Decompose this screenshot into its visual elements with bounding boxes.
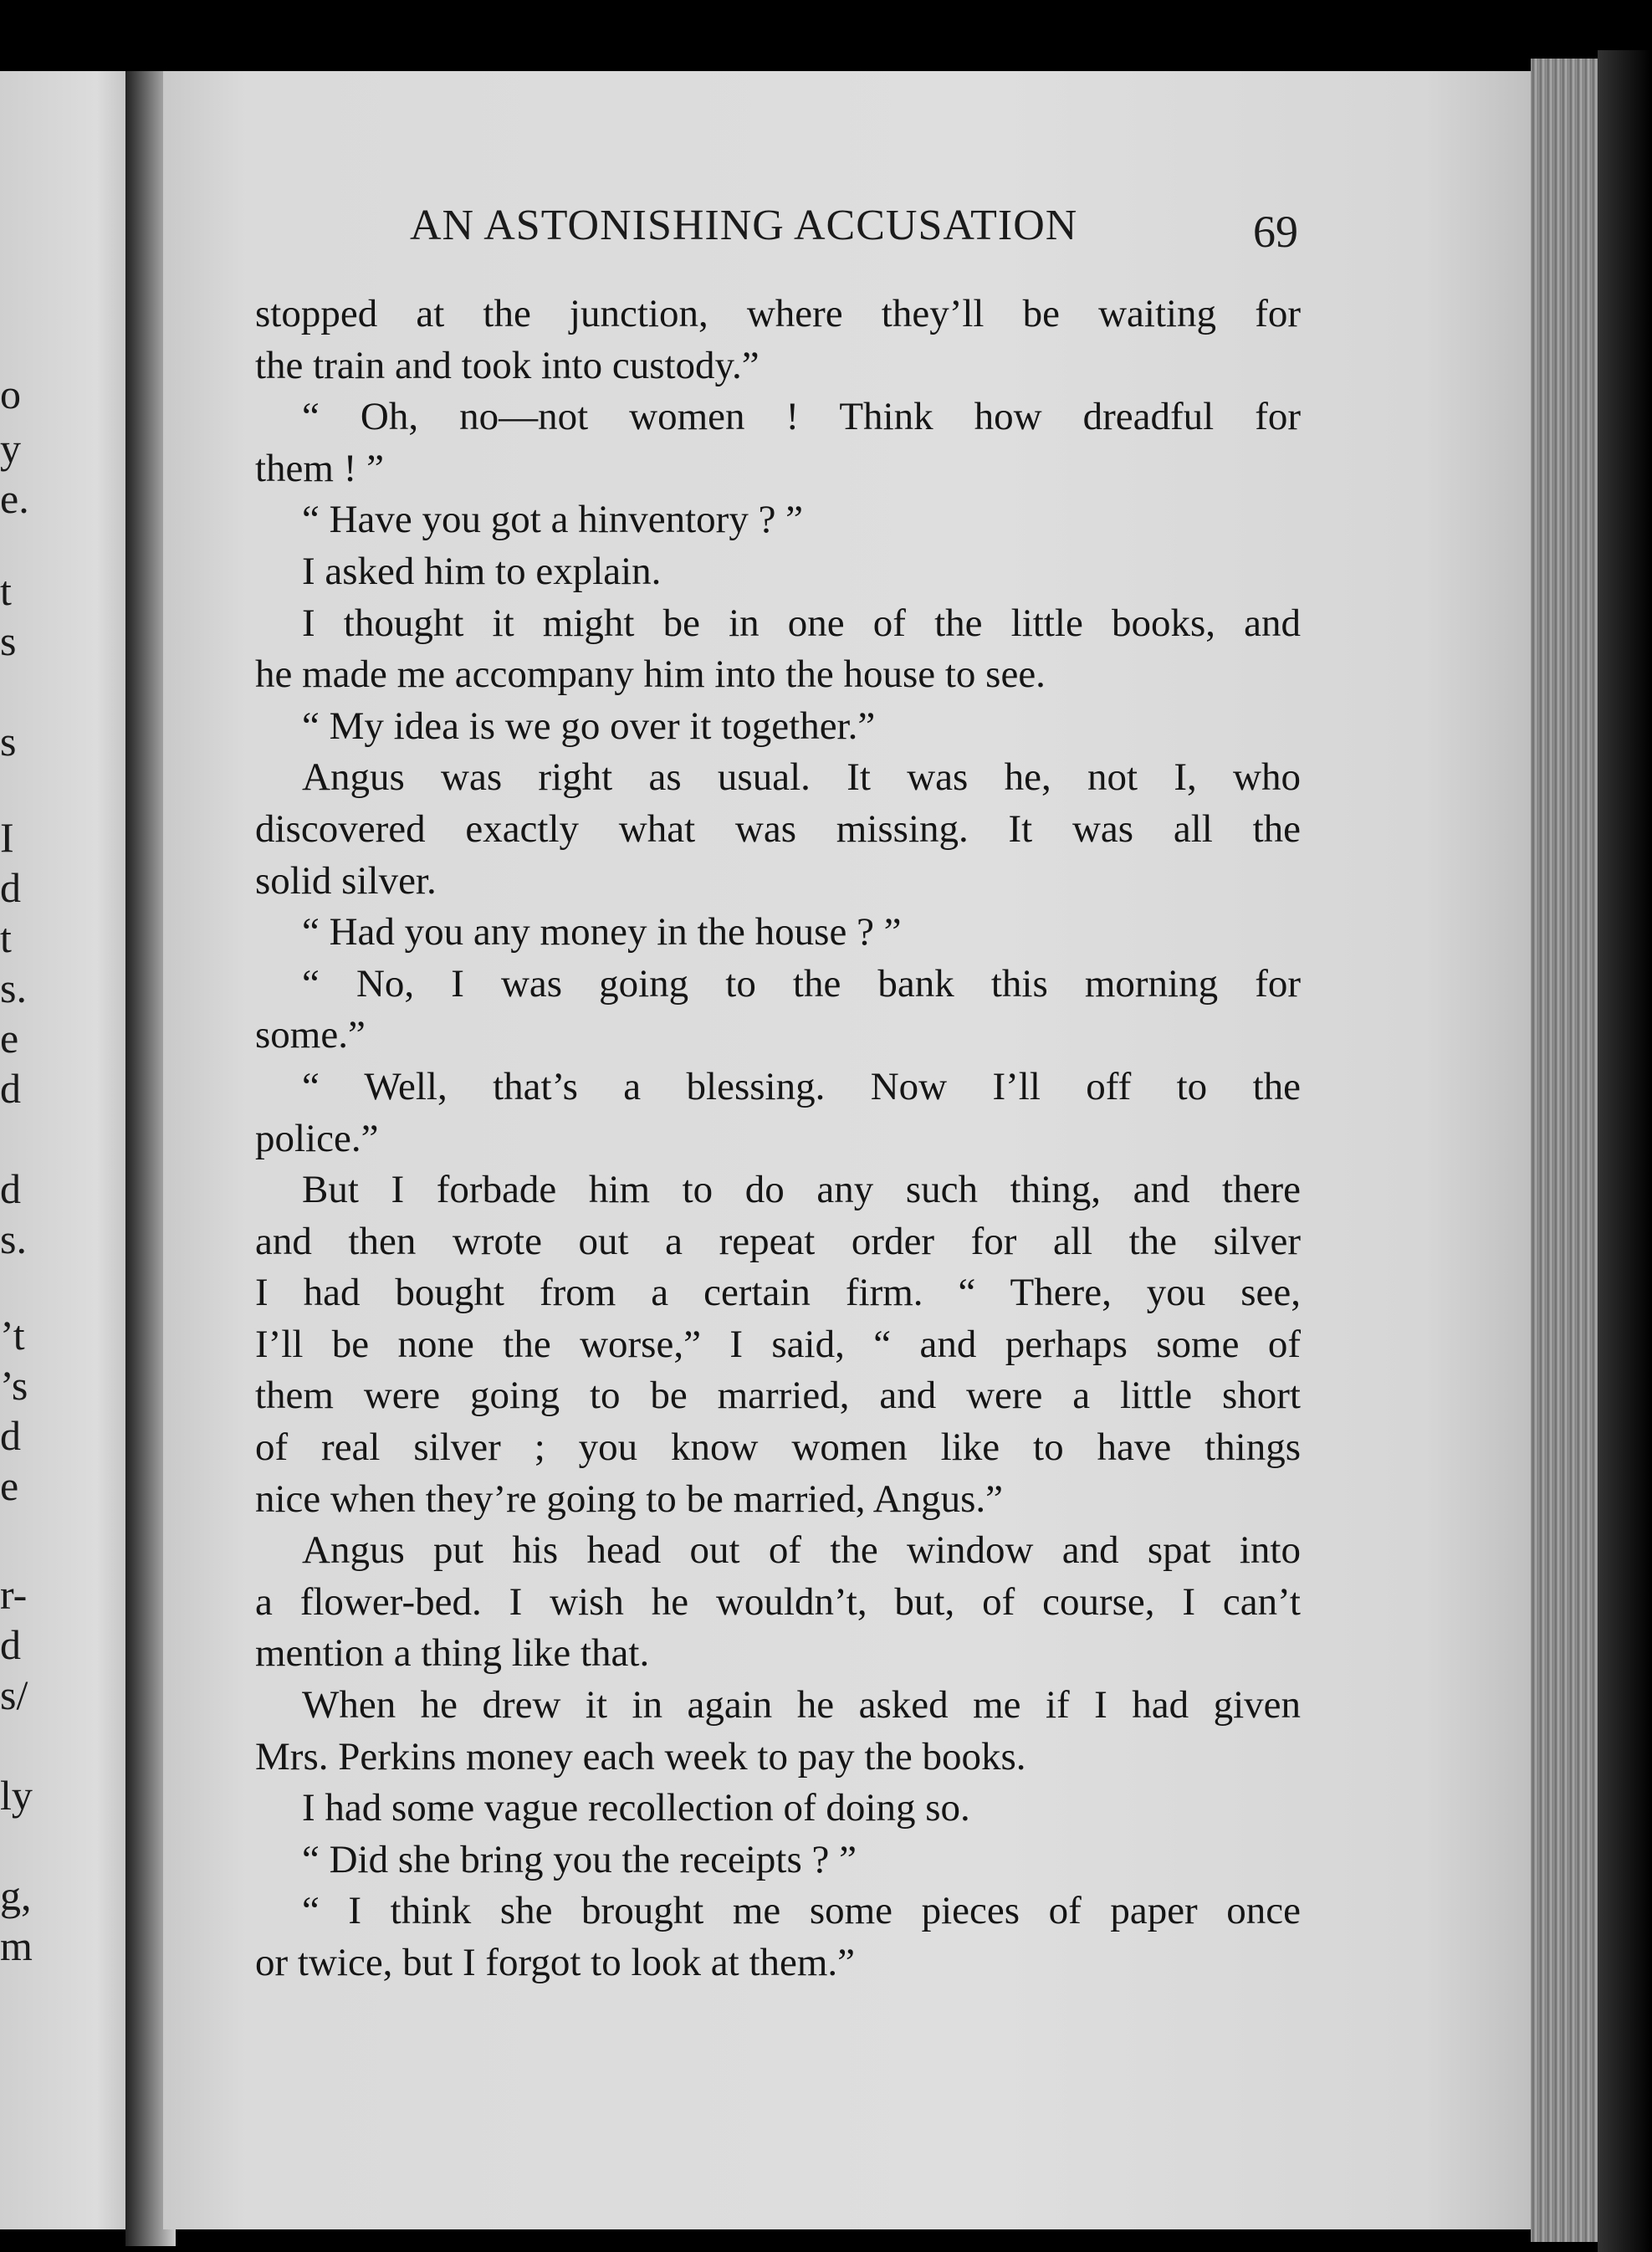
text-line: the train and took into custody.” bbox=[255, 343, 760, 387]
text-line: I had some vague recollection of doing so. bbox=[302, 1786, 970, 1830]
text-line: “ Well, that’s a blessing. Now I’ll off to the bbox=[302, 1064, 1301, 1108]
text-line: he made me accompany him into the house to see. bbox=[255, 653, 1046, 697]
left-fragment: e bbox=[0, 1015, 19, 1062]
left-page-text-fragments bbox=[0, 71, 138, 2229]
text-line: But I forbade him to do any such thing, and there bbox=[302, 1168, 1301, 1212]
text-line: “ No, I was going to the bank this morning for bbox=[302, 961, 1301, 1006]
left-fragment: e. bbox=[0, 475, 29, 522]
left-fragment: I bbox=[0, 814, 14, 861]
left-fragment: g, bbox=[0, 1872, 32, 1919]
text-line: Mrs. Perkins money each week to pay the books. bbox=[255, 1734, 1026, 1779]
text-line: “ Have you got a hinventory ? ” bbox=[302, 498, 804, 542]
left-fragment: s bbox=[0, 718, 17, 765]
left-fragment: r- bbox=[0, 1571, 28, 1618]
left-fragment: o bbox=[0, 371, 21, 417]
text-line: them were going to be married, and were a little short bbox=[255, 1374, 1301, 1418]
left-fragment: s/ bbox=[0, 1671, 28, 1718]
left-fragment: m bbox=[0, 1922, 33, 1969]
left-facing-page bbox=[0, 71, 138, 2229]
text-line: Angus put his head out of the window and spat into bbox=[302, 1528, 1301, 1573]
text-line: a flower-bed. I wish he wouldn’t, but, of course, I can’t bbox=[255, 1579, 1301, 1624]
text-line: I had bought from a certain firm. “ There, you see, bbox=[255, 1271, 1301, 1315]
page-number: 69 bbox=[1253, 207, 1298, 257]
text-line: “ My idea is we go over it together.” bbox=[302, 704, 876, 748]
text-line: or twice, but I forgot to look at them.” bbox=[255, 1941, 856, 1984]
text-line: nice when they’re going to be married, Angus.” bbox=[255, 1477, 1004, 1521]
text-line: police.” bbox=[255, 1116, 379, 1160]
left-fragment: e bbox=[0, 1462, 19, 1509]
text-line: “ Did she bring you the receipts ? ” bbox=[302, 1837, 857, 1881]
text-line: some.” bbox=[255, 1013, 366, 1057]
text-line: Angus was right as usual. It was he, not I, who bbox=[302, 755, 1301, 800]
body-text bbox=[255, 289, 1301, 1989]
left-fragment: ’s bbox=[0, 1362, 28, 1409]
text-line: solid silver. bbox=[255, 858, 437, 903]
left-fragment: d bbox=[0, 1165, 21, 1212]
text-line: I thought it might be in one of the little books, and bbox=[302, 601, 1301, 645]
text-line: mention a thing like that. bbox=[255, 1631, 650, 1676]
text-line: I’ll be none the worse,” I said, “ and perhaps some of bbox=[255, 1322, 1301, 1366]
running-header: AN ASTONISHING ACCUSATION bbox=[410, 202, 1078, 249]
text-line: and then wrote out a repeat order for all the silver bbox=[255, 1219, 1301, 1263]
left-fragment: y bbox=[0, 425, 21, 472]
text-line: “ Had you any money in the house ? ” bbox=[302, 910, 902, 955]
edge-shadow bbox=[1598, 50, 1652, 2252]
text-line: them ! ” bbox=[255, 446, 384, 490]
text-line: When he drew it in again he asked me if I had given bbox=[302, 1683, 1301, 1727]
text-line: I asked him to explain. bbox=[302, 549, 662, 593]
left-fragment: ly bbox=[0, 1772, 33, 1819]
left-fragment: ’t bbox=[0, 1312, 25, 1359]
left-fragment: d bbox=[0, 1621, 21, 1668]
left-fragment: d bbox=[0, 1065, 21, 1112]
left-fragment: s bbox=[0, 617, 17, 664]
left-fragment: d bbox=[0, 864, 21, 911]
text-line: discovered exactly what was missing. It was all the bbox=[255, 806, 1301, 851]
left-fragment: s. bbox=[0, 965, 27, 1011]
text-line: stopped at the junction, where they’ll be waiting for bbox=[255, 292, 1301, 335]
page-edges bbox=[1531, 59, 1606, 2242]
text-line: of real silver ; you know women like to have things bbox=[255, 1425, 1301, 1470]
left-fragment: t bbox=[0, 567, 12, 614]
text-line: “ Oh, no—not women ! Think how dreadful for bbox=[302, 395, 1301, 439]
left-fragment: d bbox=[0, 1412, 21, 1459]
left-fragment: t bbox=[0, 914, 12, 961]
text-line: “ I think she brought me some pieces of paper once bbox=[302, 1889, 1301, 1933]
left-fragment: s. bbox=[0, 1216, 27, 1262]
